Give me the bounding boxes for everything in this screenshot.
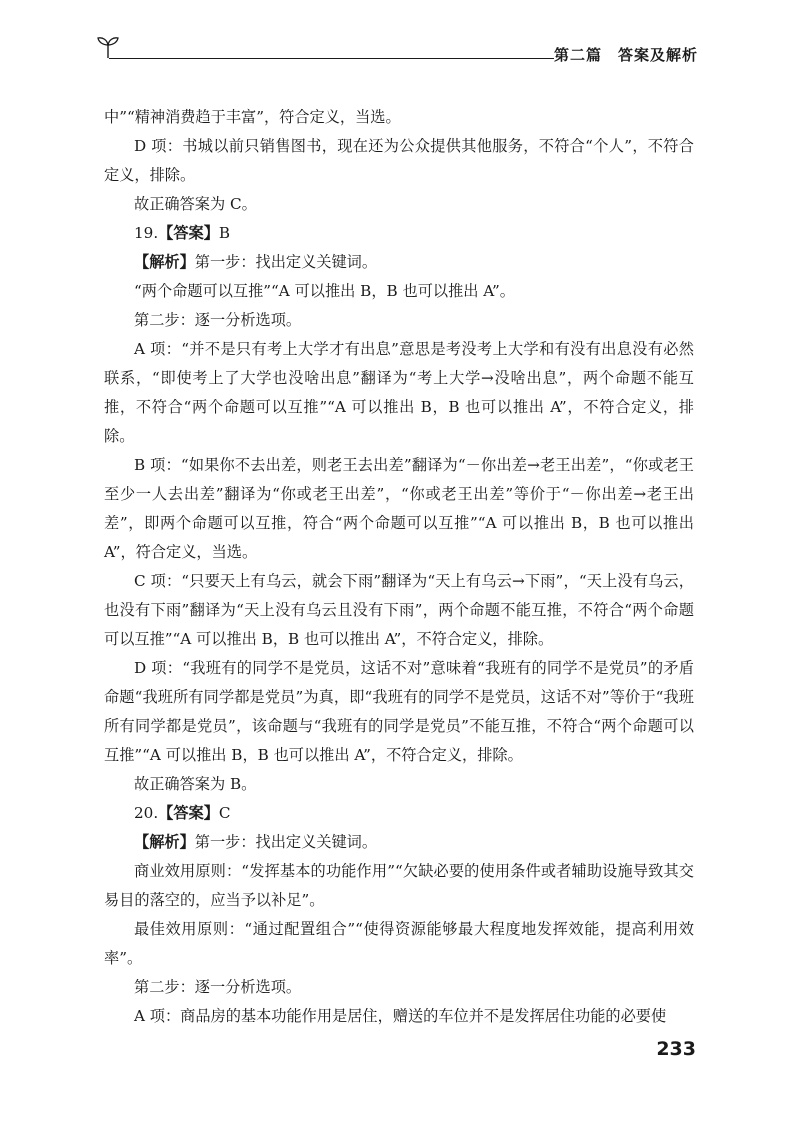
paragraph-text: 故正确答案为 B。 [134, 775, 257, 793]
paragraph [104, 654, 694, 770]
question-number: 20. [134, 804, 159, 822]
paragraph [104, 567, 694, 654]
page-header [95, 34, 700, 68]
section-tag: 【答案】 [158, 224, 219, 242]
header-rule [109, 58, 554, 59]
section-tag: 【解析】 [134, 833, 195, 851]
paragraph-text: 第二步：逐一分析选项。 [134, 978, 302, 996]
paragraph [104, 770, 694, 799]
paragraph [104, 799, 694, 828]
paragraph-text: 中”“精神消费趋于丰富”，符合定义，当选。 [104, 108, 401, 126]
paragraph [104, 248, 694, 277]
paragraph [104, 915, 694, 973]
paragraph [104, 973, 694, 1002]
paragraph-text: C [218, 804, 231, 822]
paragraph [104, 277, 694, 306]
paragraph [104, 1002, 694, 1031]
question-number: 19. [134, 224, 159, 242]
paragraph-text: A 项：“并不是只有考上大学才有出息”意思是考没考上大学和有没有出息没有必然联系，“即使考上了大学也没啥出息”翻译为“考上大学→没啥出息”，两个命题不能互推，不符合“两个命题可以互推”“A 可以推出 B，B 也可以推出 A”，不符合定义，排除。 [104, 340, 694, 445]
page-number: 233 [656, 1038, 696, 1060]
paragraph-text: 第一步：找出定义关键词。 [194, 253, 377, 271]
paragraph-text: D 项：书城以前只销售图书，现在还为公众提供其他服务，不符合“个人”，不符合定义，排除。 [104, 137, 694, 184]
paragraph [104, 451, 694, 567]
paragraph-text: 最佳效用原则：“通过配置组合”“使得资源能够最大程度地发挥效能，提高利用效率”。 [104, 920, 694, 967]
paragraph-text: B 项：“如果你不去出差，则老王去出差”翻译为“－你出差→老王出差”，“你或老王至少一人去出差”翻译为“你或老王出差”，“你或老王出差”等价于“－你出差→老王出差”，即两个命题可以互推，符合“两个命题可以互推”“A 可以推出 B，B 也可以推出 A”，符合定义，当选。 [104, 456, 694, 561]
paragraph-text: 第二步：逐一分析选项。 [134, 311, 302, 329]
paragraph [104, 190, 694, 219]
paragraph [104, 828, 694, 857]
paragraph [104, 219, 694, 248]
paragraph-text: C 项：“只要天上有乌云，就会下雨”翻译为“天上有乌云→下雨”，“天上没有乌云，也没有下雨”翻译为“天上没有乌云且没有下雨”，两个命题不能互推，不符合“两个命题可以互推”“A 可以推出 B，B 也可以推出 A”，不符合定义，排除。 [104, 572, 694, 648]
section-tag: 【答案】 [158, 804, 219, 822]
paragraph-text: 故正确答案为 C。 [134, 195, 257, 213]
paragraph-text: 商业效用原则：“发挥基本的功能作用”“欠缺必要的使用条件或者辅助设施导致其交易目的落空的，应当予以补足”。 [104, 862, 694, 909]
header-title: 第二篇 答案及解析 [553, 46, 698, 64]
paragraph [104, 857, 694, 915]
paragraph-text: D 项：“我班有的同学不是党员，这话不对”意味着“我班有的同学不是党员”的矛盾命题“我班所有同学都是党员”为真，即“我班有的同学不是党员，这话不对”等价于“我班所有同学都是党员”，该命题与“我班有的同学是党员”不能互推，不符合“两个命题可以互推”“A 可以推出 B，B 也可以推出 A”，不符合定义，排除。 [104, 659, 694, 764]
paragraph [104, 132, 694, 190]
paragraph [104, 103, 694, 132]
document-body [104, 103, 694, 1031]
sprout-icon [95, 34, 121, 60]
paragraph [104, 306, 694, 335]
paragraph-text: 第一步：找出定义关键词。 [194, 833, 377, 851]
paragraph [104, 335, 694, 451]
paragraph-text: “两个命题可以互推”“A 可以推出 B，B 也可以推出 A”。 [134, 282, 515, 300]
paragraph-text: B [218, 224, 231, 242]
paragraph-text: A 项：商品房的基本功能作用是居住，赠送的车位并不是发挥居住功能的必要使 [134, 1007, 667, 1025]
section-tag: 【解析】 [134, 253, 195, 271]
